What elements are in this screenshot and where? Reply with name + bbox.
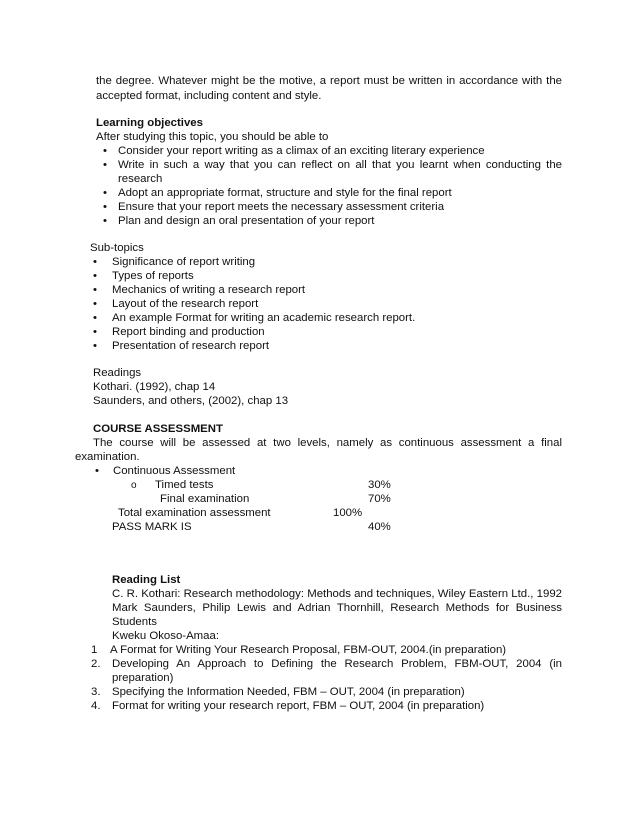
- bullet-icon: •: [93, 312, 97, 324]
- subtopic-item: Layout of the research report: [112, 298, 259, 310]
- intro-line-2: accepted format, including content and style.: [96, 90, 322, 102]
- learning-objectives-intro: After studying this topic, you should be able to: [96, 131, 329, 143]
- reading-list-number: 4.: [91, 700, 101, 712]
- bullet-icon: •: [103, 201, 107, 213]
- subtopic-item: Mechanics of writing a research report: [112, 284, 306, 296]
- assessment-row-value: 40%: [368, 521, 391, 533]
- learning-objectives-heading: Learning objectives: [96, 117, 203, 129]
- bullet-icon: •: [103, 215, 107, 227]
- bullet-icon: •: [93, 326, 97, 338]
- reading-list-heading: Reading List: [112, 574, 181, 586]
- circle-bullet-icon: o: [131, 480, 137, 491]
- subtopic-item: An example Format for writing an academic research report.: [112, 312, 416, 324]
- subtopic-item: Report binding and production: [112, 326, 265, 338]
- readings-heading: Readings: [93, 367, 142, 379]
- subtopic-item: Significance of report writing: [112, 256, 256, 268]
- reading-list-item-continuation: preparation): [112, 672, 174, 684]
- course-assessment-heading: COURSE ASSESSMENT: [93, 423, 223, 435]
- assessment-row-value: 70%: [368, 493, 391, 505]
- bullet-icon: •: [93, 256, 97, 268]
- bullet-icon: •: [103, 187, 107, 199]
- reading-list-number: 1: [91, 644, 98, 656]
- bullet-icon: •: [93, 270, 97, 282]
- assessment-row-label: Final examination: [160, 493, 250, 505]
- reading-list-line: Kweku Okoso-Amaa:: [112, 630, 219, 642]
- assessment-row-value: 100%: [333, 507, 363, 519]
- course-assessment-line-2: examination.: [75, 451, 140, 463]
- assessment-row-label: Timed tests: [155, 479, 214, 491]
- reading-list-item: Format for writing your research report, FBM – OUT, 2004 (in preparation): [112, 700, 485, 712]
- bullet-icon: •: [93, 284, 97, 296]
- reading-list-item: A Format for Writing Your Research Proposal, FBM-OUT, 2004.(in preparation): [110, 644, 507, 656]
- objective-item: Write in such a way that you can reflect on all that you learnt when conducting the: [118, 159, 562, 171]
- bullet-icon: •: [93, 340, 97, 352]
- reading-list-item: Specifying the Information Needed, FBM – OUT, 2004 (in preparation): [112, 686, 465, 698]
- subtopic-item: Presentation of research report: [112, 340, 270, 352]
- intro-line-1: the degree. Whatever might be the motive, a report must be written in accordance with the: [96, 75, 562, 87]
- objective-item: Plan and design an oral presentation of your report: [118, 215, 375, 227]
- continuous-assessment-label: Continuous Assessment: [113, 465, 236, 477]
- reading-item: Saunders, and others, (2002), chap 13: [93, 395, 289, 407]
- bullet-icon: •: [95, 465, 99, 477]
- reading-item: Kothari. (1992), chap 14: [93, 381, 216, 393]
- objective-item: Ensure that your report meets the necessary assessment criteria: [118, 201, 445, 213]
- reading-list-line: C. R. Kothari: Research methodology: Methods and techniques, Wiley Eastern Ltd., 1992: [112, 588, 562, 600]
- bullet-icon: •: [93, 298, 97, 310]
- bullet-icon: •: [103, 159, 107, 171]
- assessment-row-value: 30%: [368, 479, 391, 491]
- objective-item: Consider your report writing as a climax of an exciting literary experience: [118, 145, 485, 157]
- bullet-icon: •: [103, 145, 107, 157]
- subtopic-item: Types of reports: [112, 270, 194, 282]
- reading-list-item: Developing An Approach to Defining the Research Problem, FBM-OUT, 2004 (in: [112, 658, 562, 670]
- assessment-row-label: PASS MARK IS: [112, 521, 192, 533]
- assessment-row-label: Total examination assessment: [118, 507, 271, 519]
- objective-item: Adopt an appropriate format, structure and style for the final report: [118, 187, 452, 199]
- reading-list-line: Mark Saunders, Philip Lewis and Adrian Thornhill, Research Methods for Business: [112, 602, 562, 614]
- reading-list-number: 2.: [91, 658, 101, 670]
- reading-list-line: Students: [112, 616, 157, 628]
- objective-item-continuation: research: [118, 173, 163, 185]
- subtopics-heading: Sub-topics: [90, 242, 144, 254]
- reading-list-number: 3.: [91, 686, 101, 698]
- course-assessment-line-1: The course will be assessed at two levels, namely as continuous assessment a final: [93, 437, 562, 449]
